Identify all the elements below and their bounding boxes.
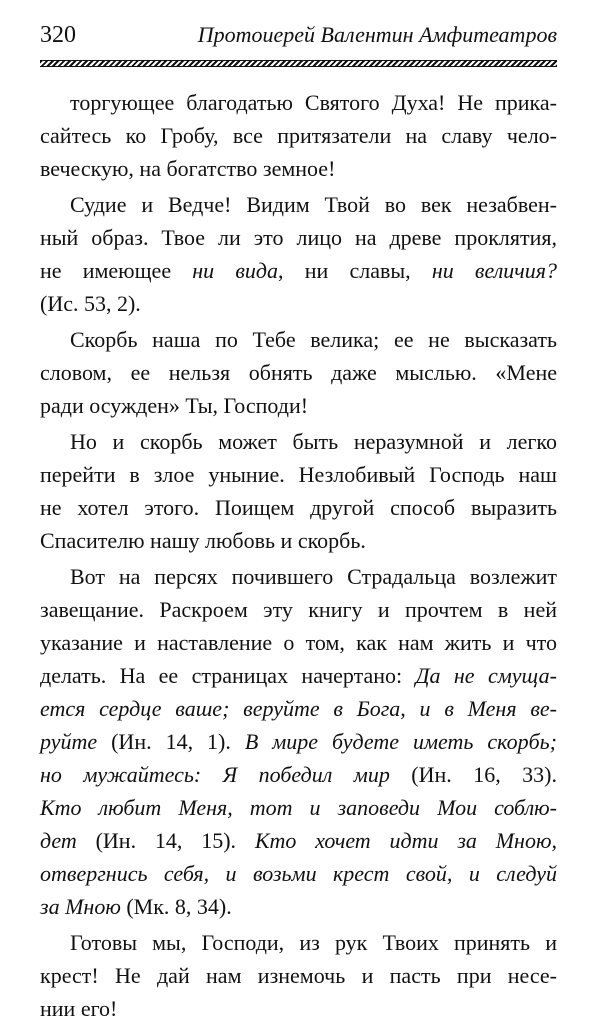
text-run: не хотел этого. Поищем другой способ выразить xyxy=(40,495,557,520)
italic-quote: Кто любит Меня, тот и заповеди Мои соблю- xyxy=(40,795,557,820)
text-line xyxy=(40,659,557,692)
text-line xyxy=(40,560,557,593)
text-run: , ни славы, xyxy=(278,258,432,283)
paragraph xyxy=(40,926,557,1025)
italic-quote: Кто хочет идти за Мною, xyxy=(254,828,557,853)
text-line xyxy=(40,725,557,758)
text-line xyxy=(40,119,557,152)
text-run: (Ин. 14, 15). xyxy=(76,828,255,853)
text-line xyxy=(40,188,557,221)
text-run: (Мк. 8, 34). xyxy=(120,894,232,919)
text-run: (Ин. 16, 33). xyxy=(389,762,557,787)
text-line xyxy=(40,824,557,857)
italic-quote: ется сердце ваше; веруйте в Бога, и в Меня ве- xyxy=(40,696,557,721)
paragraph xyxy=(40,323,557,422)
text-run: указание и наставление о том, как нам жить и что xyxy=(40,630,557,655)
text-line xyxy=(40,626,557,659)
text-line xyxy=(40,491,557,524)
paragraph xyxy=(40,560,557,923)
text-line xyxy=(40,593,557,626)
text-line xyxy=(40,926,557,959)
rope-divider xyxy=(40,60,557,67)
text-line xyxy=(40,458,557,491)
text-run: Спасителю нашу любовь и скорбь. xyxy=(40,528,366,553)
text-run: не имеющее xyxy=(40,258,193,283)
text-run: завещание. Раскроем эту книгу и прочтем в ней xyxy=(40,597,557,622)
text-line xyxy=(40,221,557,254)
text-line xyxy=(40,524,557,557)
page-header xyxy=(40,20,557,54)
text-line xyxy=(40,758,557,791)
text-line xyxy=(40,323,557,356)
text-line xyxy=(40,857,557,890)
text-line xyxy=(40,992,557,1025)
paragraph xyxy=(40,86,557,185)
text-run: сайтесь ко Гробу, все притязатели на славу чело- xyxy=(40,123,557,148)
text-run: Вот на персях почившего Страдальца возлежит xyxy=(70,564,557,589)
text-run: веческую, на богатство земное! xyxy=(40,156,336,181)
text-run: Но и скорбь может быть неразумной и легко xyxy=(70,429,557,454)
italic-quote: ни величия? xyxy=(431,258,558,283)
text-line xyxy=(40,287,557,320)
italic-quote: дет xyxy=(40,828,77,853)
text-line xyxy=(40,86,557,119)
text-run: крест! Не дай нам изнемочь и пасть при несе- xyxy=(40,963,557,988)
text-run: ный образ. Твое ли это лицо на древе проклятия, xyxy=(40,225,557,250)
paragraph xyxy=(40,188,557,320)
text-line xyxy=(40,425,557,458)
text-run: Судие и Ведче! Видим Твой во век незабвен- xyxy=(70,192,557,217)
text-line xyxy=(40,791,557,824)
italic-quote: Да не смуща- xyxy=(415,663,557,688)
text-line xyxy=(40,356,557,389)
text-line xyxy=(40,959,557,992)
body-text xyxy=(40,86,557,1028)
italic-quote: отвергнись себя, и возьми крест свой, и следуй xyxy=(40,861,557,886)
text-line xyxy=(40,254,557,287)
text-line xyxy=(40,152,557,185)
italic-quote: ни вида xyxy=(192,258,279,283)
text-line xyxy=(40,389,557,422)
italic-quote: но мужайтесь: Я победил мир xyxy=(40,762,390,787)
text-run: (Ис. 53, 2). xyxy=(40,291,141,316)
text-run: делать. На ее страницах начертано: xyxy=(40,663,416,688)
text-run: Скорбь наша по Тебе велика; ее не высказать xyxy=(70,327,557,352)
text-line xyxy=(40,890,557,923)
italic-quote: В мире будете иметь скорбь; xyxy=(244,729,557,754)
text-run: нии его! xyxy=(40,996,118,1021)
text-run: перейти в злое уныние. Незлобивый Господь наш xyxy=(40,462,557,487)
text-run: Готовы мы, Господи, из рук Твоих принять и xyxy=(70,930,557,955)
text-run: словом, ее нельзя обнять даже мыслью. «Мене xyxy=(40,360,557,385)
text-run: торгующее благодатью Святого Духа! Не прика- xyxy=(70,90,557,115)
text-run: (Ин. 14, 1). xyxy=(97,729,245,754)
running-title: Протоиерей Валентин Амфитеатров xyxy=(197,22,557,47)
page-number: 320 xyxy=(40,22,76,48)
italic-quote: руйте xyxy=(40,729,98,754)
paragraph xyxy=(40,425,557,557)
italic-quote: за Мною xyxy=(40,894,121,919)
text-line xyxy=(40,692,557,725)
text-run: ради осужден» Ты, Господи! xyxy=(40,393,309,418)
